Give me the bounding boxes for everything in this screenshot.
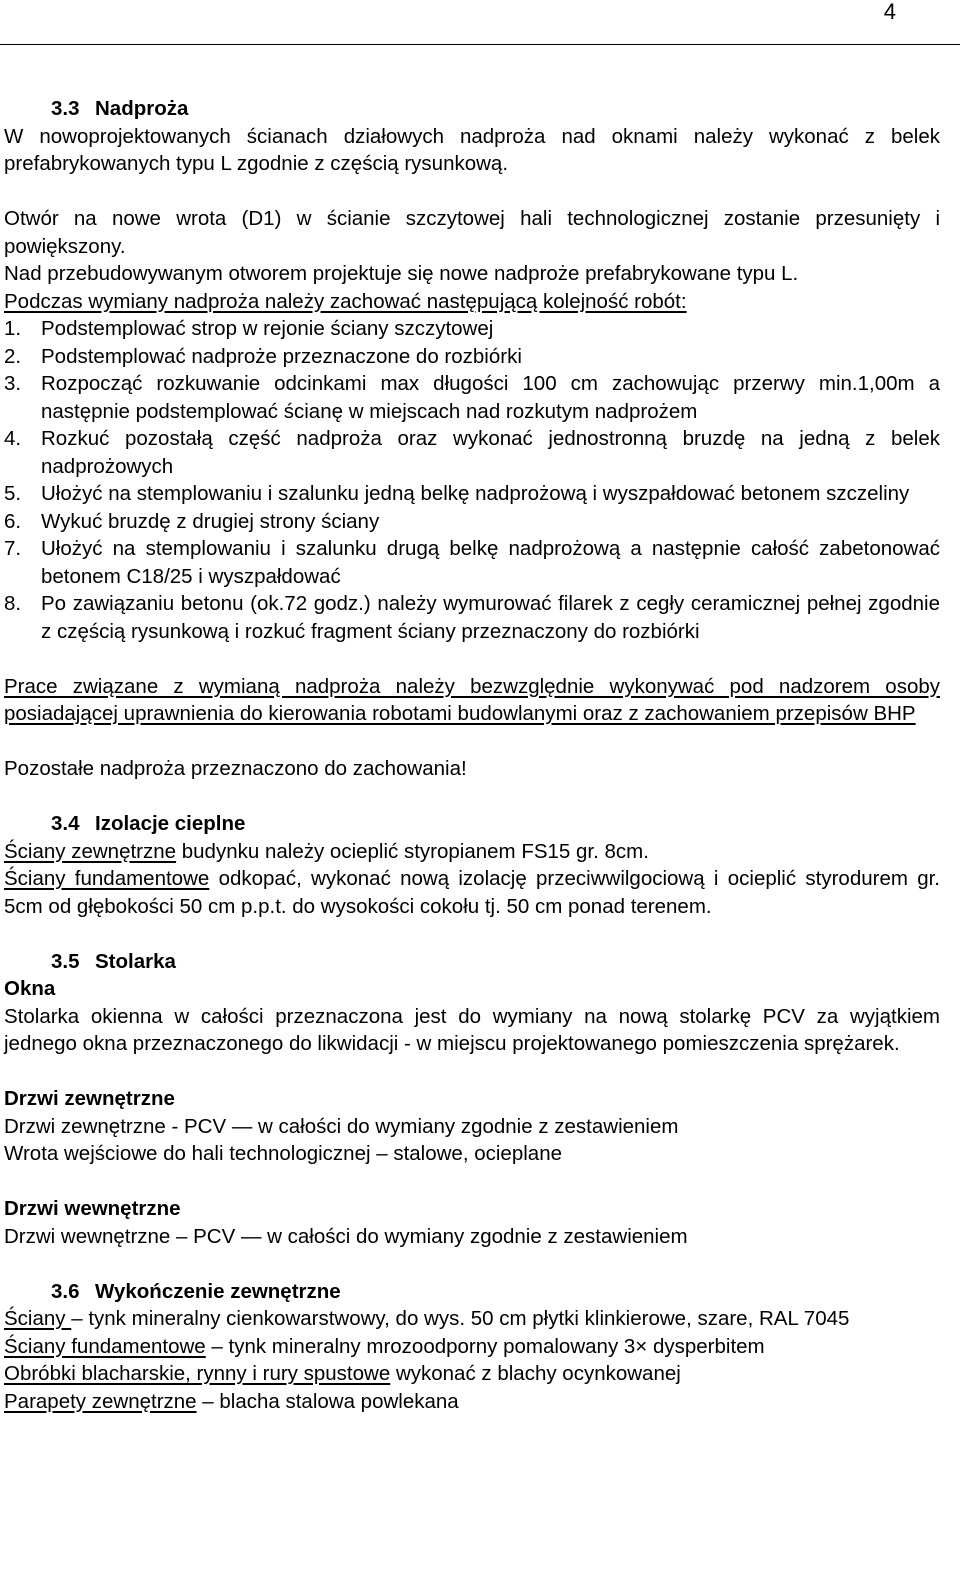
section-title: Izolacje cieplne xyxy=(95,812,246,835)
section-heading-3-5 xyxy=(4,948,940,976)
paragraph: Nad przebudowywanym otworem projektuje się nowe nadproże prefabrykowane typu L. xyxy=(4,262,799,285)
section-title: Stolarka xyxy=(95,949,176,973)
section-title: Nadproża xyxy=(95,97,189,120)
paragraph: Wrota wejściowe do hali technologicznej – stalowe, ocieplane xyxy=(4,1142,562,1165)
section-heading-3-6 xyxy=(4,1278,940,1306)
list-item: 8. Po zawiązaniu betonu (ok.72 godz.) należy wymurować filarek z cegły ceramicznej pełnej zgodnie z częścią rysunkową i rozkuć fragment ściany przeznaczony do rozbiórki xyxy=(4,592,940,643)
term-label: Ściany zewnętrzne xyxy=(4,839,177,863)
document-body xyxy=(4,95,940,1415)
page-number: 4 xyxy=(883,0,896,24)
work-steps-list xyxy=(4,315,940,645)
paragraph: Ściany fundamentowe odkopać, wykonać nową izolację przeciwwilgociową i ocieplić styrodurem gr. 5cm od głębokości 50 cm p.p.t. do wysokości cokołu tj. 50 cm ponad terenem. xyxy=(4,867,940,918)
list-item: 7. Ułożyć na stemplowaniu i szalunku drugą belkę nadprożową a następnie całość zabetonować betonem C18/25 i wyszpałdować xyxy=(4,537,940,588)
subheading-drzwi-zewnetrzne: Drzwi zewnętrzne xyxy=(4,1087,175,1110)
section-number: 3.5 xyxy=(51,949,80,973)
paragraph: Drzwi wewnętrzne – PCV — w całości do wymiany zgodnie z zestawieniem xyxy=(4,1224,688,1248)
list-item: 4. Rozkuć pozostałą część nadproża oraz wykonać jednostronną bruzdę na jedną z belek nadprożowych xyxy=(4,427,940,478)
paragraph: Stolarka okienna w całości przeznaczona jest do wymiany na nową stolarkę PCV za wyjątkiem jednego okna przeznaczonego do likwidacji - w miejscu projektowanego pomieszczenia sprężarek. xyxy=(4,1004,940,1055)
list-item: 5. Ułożyć na stemplowaniu i szalunku jedną belkę nadprożową i wyszpałdować betonem szczeliny xyxy=(4,482,910,505)
warning-paragraph: Prace związane z wymianą nadproża należy bezwzględnie wykonywać pod nadzorem osoby posiadającej uprawnienia do kierowania robotami budowlanymi oraz z zachowaniem przepisów BHP xyxy=(4,674,940,725)
term-label: Ściany fundamentowe xyxy=(4,1334,206,1358)
term-label: Parapety zewnętrzne xyxy=(4,1389,197,1413)
list-item: 6. Wykuć bruzdę z drugiej strony ściany xyxy=(4,509,380,533)
list-item: 3. Rozpocząć rozkuwanie odcinkami max długości 100 cm zachowując przerwy min.1,00m a następnie podstemplować ścianę w miejscach nad rozkutym nadprożem xyxy=(4,372,940,423)
paragraph: Ściany zewnętrzne budynku należy ocieplić styropianem FS15 gr. 8cm. xyxy=(4,839,649,863)
paragraph: Drzwi zewnętrzne - PCV — w całości do wymiany zgodnie z zestawieniem xyxy=(4,1114,679,1138)
term-label: Obróbki blacharskie, rynny i rury spustowe xyxy=(4,1362,391,1385)
header-rule xyxy=(0,44,960,45)
paragraph: Obróbki blacharskie, rynny i rury spustowe wykonać z blachy ocynkowanej xyxy=(4,1362,681,1385)
paragraph: Parapety zewnętrzne – blacha stalowa powlekana xyxy=(4,1389,459,1413)
paragraph: Pozostałe nadproża przeznaczono do zachowania! xyxy=(4,757,467,780)
term-label: Ściany xyxy=(4,1307,72,1330)
section-heading-3-4 xyxy=(4,810,940,838)
subheading-okna: Okna xyxy=(4,977,56,1000)
list-item: 2. Podstemplować nadproże przeznaczone do rozbiórki xyxy=(4,344,522,368)
section-title: Wykończenie zewnętrzne xyxy=(95,1279,341,1303)
paragraph: W nowoprojektowanych ścianach działowych nadproża nad oknami należy wykonać z belek prefabrykowanych typu L zgodnie z częścią rysunkową. xyxy=(4,124,940,175)
section-number: 3.4 xyxy=(51,812,80,835)
paragraph: Ściany fundamentowe – tynk mineralny mrozoodporny pomalowany 3× dysperbitem xyxy=(4,1334,765,1358)
section-number: 3.6 xyxy=(51,1279,80,1303)
paragraph: Ściany – tynk mineralny cienkowarstwowy, do wys. 50 cm płytki klinkierowe, szare, RAL 7045 xyxy=(4,1307,850,1330)
subheading-drzwi-wewnetrzne: Drzwi wewnętrzne xyxy=(4,1197,181,1220)
section-heading-3-3 xyxy=(4,95,940,123)
paragraph: Otwór na nowe wrota (D1) w ścianie szczytowej hali technologicznej zostanie przesunięty i powiększony. xyxy=(4,207,940,258)
list-item: 1. Podstemplować strop w rejonie ściany szczytowej xyxy=(4,317,494,340)
section-number: 3.3 xyxy=(51,97,80,120)
term-label: Ściany fundamentowe xyxy=(4,867,210,890)
underlined-paragraph: Podczas wymiany nadproża należy zachować następującą kolejność robót: xyxy=(4,289,687,313)
